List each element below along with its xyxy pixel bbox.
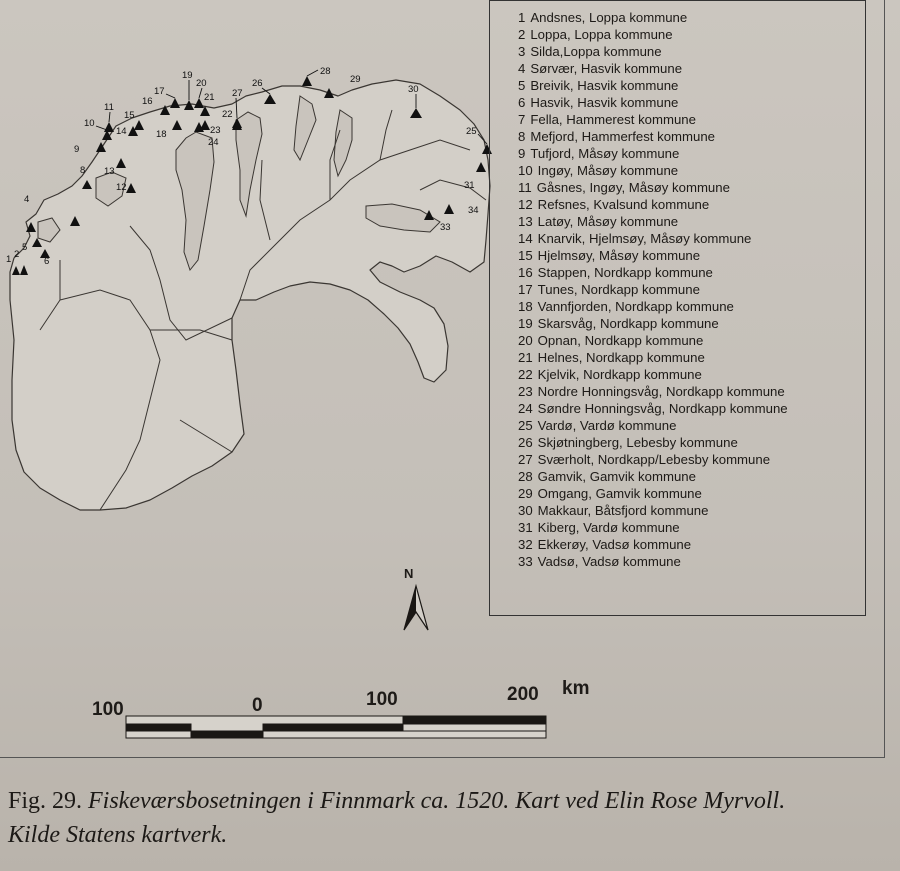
legend-item [518, 281, 865, 298]
legend-item-name: Andsnes, Loppa kommune [530, 10, 688, 25]
legend-item-number: 15 [518, 248, 533, 263]
legend-item-name: Sørvær, Hasvik kommune [530, 61, 683, 76]
marker-label-19: 19 [182, 70, 193, 81]
legend-item [518, 298, 865, 315]
legend-item-name: Gåsnes, Ingøy, Måsøy kommune [536, 180, 730, 195]
legend-item-number: 30 [518, 503, 533, 518]
marker-label-12: 12 [116, 182, 127, 193]
legend-item-number: 5 [518, 78, 526, 93]
legend-item [518, 111, 865, 128]
marker-label-18: 18 [156, 129, 167, 140]
legend-item [518, 315, 865, 332]
marker-label-25: 25 [466, 126, 477, 137]
legend-item-number: 33 [518, 554, 533, 569]
marker-label-6: 6 [44, 256, 50, 267]
marker-label-8: 8 [80, 165, 86, 176]
marker-label-30: 30 [408, 84, 419, 95]
legend-item-name: Stappen, Nordkapp kommune [537, 265, 713, 280]
marker-label-28: 28 [320, 66, 331, 77]
legend-box [489, 0, 866, 616]
marker-label-16: 16 [142, 96, 153, 107]
legend-item [518, 485, 865, 502]
legend-item [518, 366, 865, 383]
legend-item-name: Kiberg, Vardø kommune [537, 520, 680, 535]
caption-title: Fiskeværsbosetningen i Finnmark ca. 1520. Kart ved Elin Rose Myrvoll. [88, 788, 786, 814]
legend-item-name: Refsnes, Kvalsund kommune [537, 197, 710, 212]
marker-label-9: 9 [74, 144, 80, 155]
legend-item [518, 417, 865, 434]
legend-item-number: 12 [518, 197, 533, 212]
legend-item-name: Latøy, Måsøy kommune [537, 214, 679, 229]
legend-item [518, 162, 865, 179]
legend-item-name: Sværholt, Nordkapp/Lebesby kommune [537, 452, 771, 467]
legend-item-name: Helnes, Nordkapp kommune [537, 350, 705, 365]
legend-item-name: Makkaur, Båtsfjord kommune [537, 503, 709, 518]
legend-item-number: 17 [518, 282, 533, 297]
scale-bar [126, 716, 546, 738]
legend-item-name: Gamvik, Gamvik kommune [537, 469, 696, 484]
legend-item-number: 20 [518, 333, 533, 348]
legend-item [518, 77, 865, 94]
legend-item-number: 22 [518, 367, 533, 382]
legend-item-number: 29 [518, 486, 533, 501]
marker-11-icon [104, 122, 114, 132]
legend-item-number: 14 [518, 231, 533, 246]
legend-item [518, 349, 865, 366]
legend-item-name: Silda,Loppa kommune [530, 44, 662, 59]
legend-item [518, 553, 865, 570]
legend-item [518, 264, 865, 281]
marker-20-icon [194, 98, 204, 108]
marker-label-1: 1 [6, 254, 12, 265]
scale-label-left: 100 [92, 699, 124, 720]
legend-item [518, 332, 865, 349]
legend-item-name: Loppa, Loppa kommune [530, 27, 673, 42]
legend-item [518, 468, 865, 485]
legend-item-number: 18 [518, 299, 533, 314]
legend-item-name: Tufjord, Måsøy kommune [530, 146, 680, 161]
legend-item-name: Opnan, Nordkapp kommune [537, 333, 704, 348]
legend-item [518, 383, 865, 400]
marker-label-23: 23 [210, 125, 221, 136]
marker-label-11: 11 [104, 102, 114, 113]
north-arrow-icon [404, 586, 428, 630]
legend-item-name: Ingøy, Måsøy kommune [537, 163, 679, 178]
legend-item [518, 502, 865, 519]
scale-unit: km [562, 678, 590, 699]
legend-item [518, 9, 865, 26]
scale-label-100: 100 [366, 689, 398, 710]
marker-label-26: 26 [252, 78, 263, 89]
legend-item [518, 26, 865, 43]
marker-label-13: 13 [104, 166, 115, 177]
legend-item-number: 11 [518, 180, 532, 195]
marker-label-4: 4 [24, 194, 30, 205]
legend-item [518, 400, 865, 417]
legend-item-name: Breivik, Hasvik kommune [530, 78, 679, 93]
legend-item [518, 451, 865, 468]
legend-item-name: Hjelmsøy, Måsøy kommune [537, 248, 701, 263]
legend-item-name: Tunes, Nordkapp kommune [537, 282, 700, 297]
north-label: N [404, 566, 414, 581]
scale-label-zero: 0 [252, 695, 263, 716]
marker-label-20: 20 [196, 78, 207, 89]
legend-item-name: Omgang, Gamvik kommune [537, 486, 702, 501]
marker-label-33: 33 [440, 222, 451, 233]
legend-item-name: Søndre Honningsvåg, Nordkapp kommune [537, 401, 788, 416]
marker-label-17: 17 [154, 86, 165, 97]
legend-item [518, 519, 865, 536]
caption-source: Kilde Statens kartverk. [8, 822, 228, 848]
marker-label-31: 31 [464, 180, 475, 191]
legend-item [518, 213, 865, 230]
legend-item-number: 25 [518, 418, 533, 433]
marker-label-5: 5 [22, 242, 28, 253]
legend-item [518, 536, 865, 553]
legend-item [518, 230, 865, 247]
marker-label-14: 14 [116, 126, 127, 137]
legend-item [518, 60, 865, 77]
marker-28-icon [302, 76, 312, 86]
marker-label-2: 2 [14, 249, 20, 260]
legend-item-name: Mefjord, Hammerfest kommune [530, 129, 716, 144]
legend-item-number: 4 [518, 61, 526, 76]
legend-list [490, 1, 865, 570]
legend-item-number: 24 [518, 401, 533, 416]
legend-item-name: Skarsvåg, Nordkapp kommune [537, 316, 719, 331]
legend-item-name: Hasvik, Hasvik kommune [530, 95, 679, 110]
legend-item-name: Ekkerøy, Vadsø kommune [537, 537, 692, 552]
caption-prefix: Fig. 29. [8, 788, 89, 814]
legend-item-number: 1 [518, 10, 526, 25]
legend-item-number: 21 [518, 350, 533, 365]
legend-item-name: Kjelvik, Nordkapp kommune [537, 367, 702, 382]
legend-item [518, 179, 865, 196]
legend-item-number: 3 [518, 44, 526, 59]
marker-label-34: 34 [468, 205, 479, 216]
legend-item [518, 43, 865, 60]
legend-item-number: 19 [518, 316, 533, 331]
legend-item [518, 145, 865, 162]
legend-item-number: 27 [518, 452, 533, 467]
legend-item [518, 128, 865, 145]
legend-item-number: 26 [518, 435, 533, 450]
scale-label-200: 200 [507, 684, 539, 705]
legend-item-number: 9 [518, 146, 526, 161]
legend-item-number: 7 [518, 112, 526, 127]
marker-17-icon [170, 98, 180, 108]
legend-item-name: Vardø, Vardø kommune [537, 418, 677, 433]
legend-item-name: Fella, Hammerest kommune [530, 112, 696, 127]
legend-item-number: 13 [518, 214, 533, 229]
legend-item-name: Vadsø, Vadsø kommune [537, 554, 681, 569]
marker-label-21: 21 [204, 92, 215, 103]
legend-item-number: 32 [518, 537, 533, 552]
legend-item-number: 8 [518, 129, 526, 144]
marker-label-24: 24 [208, 137, 219, 148]
legend-item [518, 434, 865, 451]
legend-item [518, 196, 865, 213]
legend-item-number: 31 [518, 520, 533, 535]
legend-item-name: Nordre Honningsvåg, Nordkapp kommune [537, 384, 785, 399]
legend-item-number: 23 [518, 384, 533, 399]
legend-item-name: Skjøtningberg, Lebesby kommune [537, 435, 738, 450]
legend-item-number: 10 [518, 163, 533, 178]
marker-label-27: 27 [232, 88, 243, 99]
legend-item-name: Knarvik, Hjelmsøy, Måsøy kommune [537, 231, 752, 246]
marker-label-29: 29 [350, 74, 361, 85]
marker-label-10: 10 [84, 118, 95, 129]
legend-item [518, 247, 865, 264]
legend-item-number: 2 [518, 27, 526, 42]
marker-label-22: 22 [222, 109, 233, 120]
legend-item-name: Vannfjorden, Nordkapp kommune [537, 299, 734, 314]
figure-caption [8, 784, 892, 852]
legend-item [518, 94, 865, 111]
marker-label-15: 15 [124, 110, 135, 121]
legend-item-number: 28 [518, 469, 533, 484]
legend-item-number: 6 [518, 95, 526, 110]
legend-item-number: 16 [518, 265, 533, 280]
